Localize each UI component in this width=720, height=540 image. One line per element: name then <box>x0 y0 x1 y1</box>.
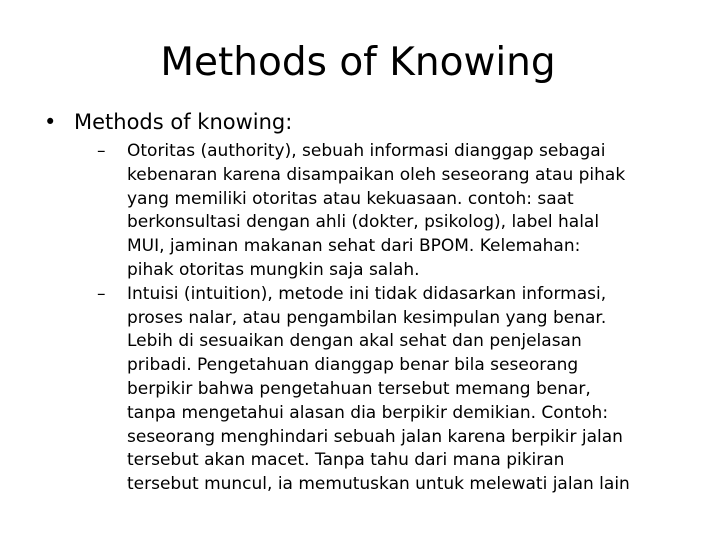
text-line: berkonsultasi dengan ahli (dokter, psikolog), label halal <box>127 212 600 233</box>
dash-marker: – <box>97 283 106 304</box>
text-line: Lebih di sesuaikan dengan akal sehat dan penjelasan <box>127 331 582 352</box>
text-line: berpikir bahwa pengetahuan tersebut memang benar, <box>127 378 591 399</box>
bullet-methods-of-knowing <box>44 104 704 140</box>
slide-content <box>44 104 704 497</box>
text-line: seseorang menghindari sebuah jalan karena berpikir jalan <box>127 426 623 447</box>
text-line: yang memiliki otoritas atau kekuasaan. contoh: saat <box>127 188 574 209</box>
text-line: MUI, jaminan makanan sehat dari BPOM. Kelemahan: <box>127 236 581 257</box>
text-line: Intuisi (intuition), metode ini tidak didasarkan informasi, <box>127 283 607 304</box>
bullet-text: Methods of knowing: <box>74 110 293 134</box>
sub-bullet-intuition <box>97 283 704 497</box>
text-line: pihak otoritas mungkin saja salah. <box>127 259 420 280</box>
text-line: kebenaran karena disampaikan oleh seseorang atau pihak <box>127 164 626 185</box>
text-line: tersebut muncul, ia memutuskan untuk melewati jalan lain <box>127 474 630 495</box>
bullet-marker: • <box>44 110 57 134</box>
text-line: proses nalar, atau pengambilan kesimpulan yang benar. <box>127 307 607 328</box>
text-line: tanpa mengetahui alasan dia berpikir demikian. Contoh: <box>127 402 609 423</box>
sub-bullet-authority <box>97 140 704 283</box>
dash-marker: – <box>97 141 106 161</box>
text-line: pribadi. Pengetahuan dianggap benar bila seseorang <box>127 355 579 376</box>
sub-bullet-list <box>97 140 704 497</box>
text-line: tersebut akan macet. Tanpa tahu dari mana pikiran <box>127 450 565 471</box>
slide-title: Methods of Knowing <box>160 40 556 85</box>
text-line: Otoritas (authority), sebuah informasi dianggap sebagai <box>127 141 606 161</box>
